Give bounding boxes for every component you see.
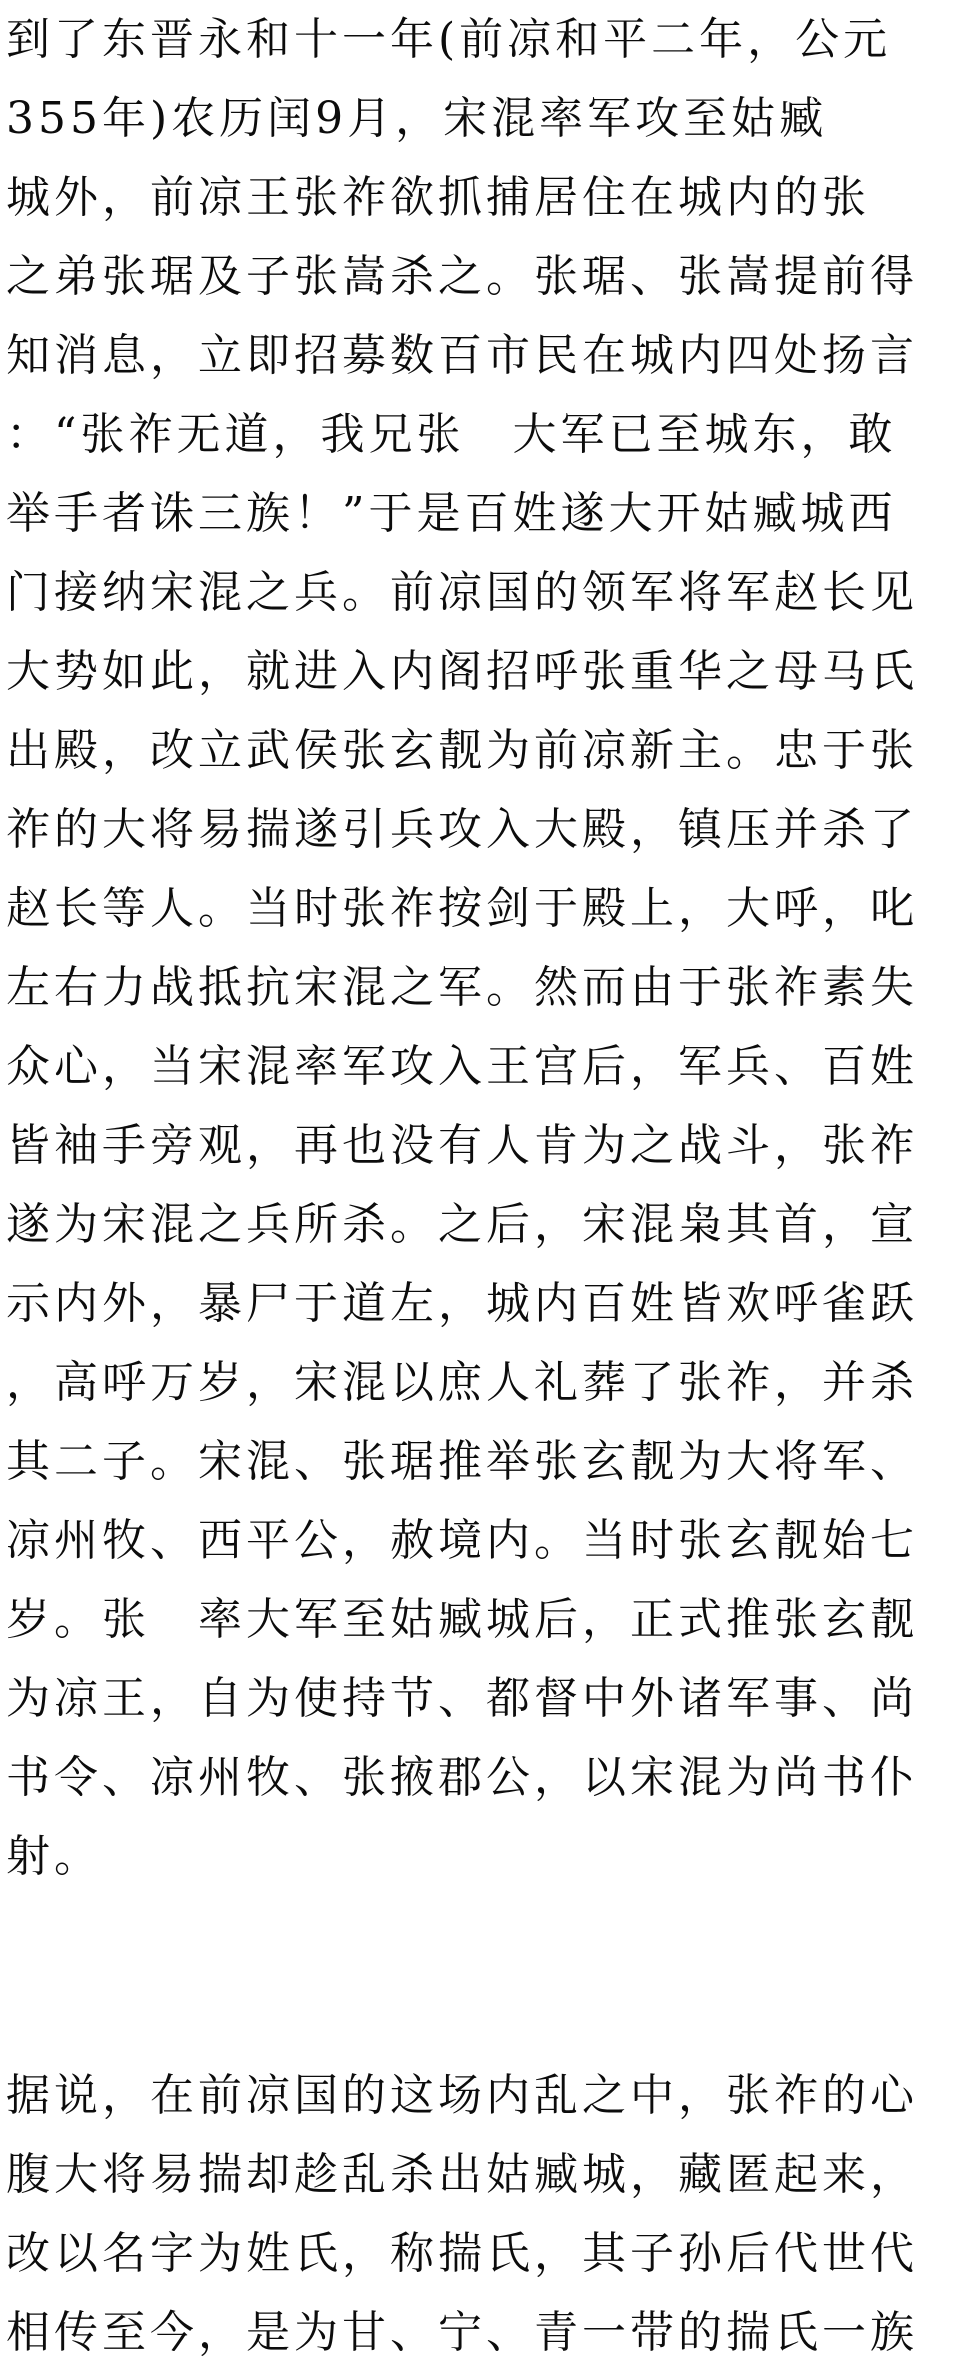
paragraph-1 [6, 0, 980, 1896]
text-line: 城外，前凉王张祚欲抓捕居住在城内的张 [6, 172, 870, 223]
text-line: 为凉王，自为使持节、都督中外诸军事、尚 [6, 1673, 918, 1724]
text-line: 大势如此，就进入内阁招呼张重华之母马氏 [6, 646, 918, 697]
text-line: 出殿，改立武侯张玄靓为前凉新主。忠于张 [6, 725, 918, 776]
text-line: ：“张祚无道，我兄张 大军已至城东，敢 [6, 409, 897, 460]
text-line: 到了东晋永和十一年(前凉和平二年，公元 [6, 14, 892, 65]
text-line: 举手者诛三族！”于是百姓遂大开姑臧城西 [6, 488, 897, 539]
text-line: 遂为宋混之兵所杀。之后，宋混枭其首，宣 [6, 1199, 918, 1250]
paragraph-2 [6, 2056, 980, 2372]
text-line: 相传至今，是为甘、宁、青一带的揣氏一族 [6, 2307, 918, 2358]
text-line: 赵长等人。当时张祚按剑于殿上，大呼，叱 [6, 883, 918, 934]
text-line: 其二子。宋混、张琚推举张玄靓为大将军、 [6, 1436, 918, 1487]
text-line: 知消息，立即招募数百市民在城内四处扬言 [6, 330, 918, 381]
text-line: 据说，在前凉国的这场内乱之中，张祚的心 [6, 2070, 918, 2121]
text-line: 门接纳宋混之兵。前凉国的领军将军赵长见 [6, 567, 918, 618]
text-line: 祚的大将易揣遂引兵攻入大殿，镇压并杀了 [6, 804, 918, 855]
text-line: ，高呼万岁，宋混以庶人礼葬了张祚，并杀 [6, 1357, 918, 1408]
text-line: 355年)农历闰9月，宋混率军攻至姑臧 [6, 93, 828, 144]
text-line: 射。 [6, 1831, 102, 1882]
text-line: 书令、凉州牧、张掖郡公，以宋混为尚书仆 [6, 1752, 918, 1803]
text-line: 凉州牧、西平公，赦境内。当时张玄靓始七 [6, 1515, 918, 1566]
text-line: 皆袖手旁观，再也没有人肯为之战斗，张祚 [6, 1120, 918, 1171]
text-line: 改以名字为姓氏，称揣氏，其子孙后代世代 [6, 2228, 918, 2279]
text-line: 腹大将易揣却趁乱杀出姑臧城，藏匿起来， [6, 2149, 918, 2200]
text-line: 众心，当宋混率军攻入王宫后，军兵、百姓 [6, 1041, 918, 1092]
text-line: 左右力战抵抗宋混之军。然而由于张祚素失 [6, 962, 918, 1013]
paragraph-spacer [6, 1896, 980, 2056]
text-line: 示内外，暴尸于道左，城内百姓皆欢呼雀跃 [6, 1278, 918, 1329]
text-line: 岁。张 率大军至姑臧城后，正式推张玄靓 [6, 1594, 918, 1645]
text-line: 之弟张琚及子张嵩杀之。张琚、张嵩提前得 [6, 251, 918, 302]
